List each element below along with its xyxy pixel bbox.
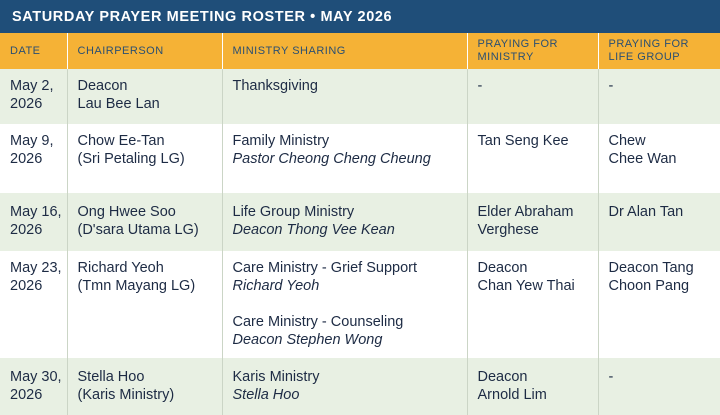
date-cell (0, 124, 67, 193)
chairperson-line: (D'sara Utama LG) (78, 221, 216, 239)
chairperson-cell (67, 358, 222, 415)
roster-table (0, 33, 720, 415)
praying-lg-cell (598, 251, 720, 358)
chairperson-cell (67, 69, 222, 124)
ministry-cell (222, 251, 467, 358)
praying-ministry-cell (467, 124, 598, 193)
speaker-name: Deacon Thong Vee Kean (233, 221, 461, 239)
ministry-cell (222, 124, 467, 193)
date-cell (0, 69, 67, 124)
chairperson-line: Stella Hoo (78, 368, 216, 386)
speaker-name: Richard Yeoh (233, 277, 461, 295)
praying-lg-line: Chee Wan (609, 150, 715, 168)
chairperson-line: (Sri Petaling LG) (78, 150, 216, 168)
praying-ministry-line: Chan Yew Thai (478, 277, 592, 295)
praying-ministry-line: Verghese (478, 221, 592, 239)
header-ministry-sharing: MINISTRY SHARING (222, 33, 467, 69)
date-line: 2026 (10, 386, 61, 404)
date-line: May 30, (10, 368, 61, 386)
date-line: 2026 (10, 221, 61, 239)
chairperson-line: Deacon (78, 77, 216, 95)
ministry-name: Family Ministry (233, 132, 461, 150)
speaker-name: Pastor Cheong Cheng Cheung (233, 150, 461, 168)
date-line: May 23, (10, 259, 61, 277)
date-cell (0, 358, 67, 415)
praying-ministry-cell (467, 69, 598, 124)
date-line: 2026 (10, 277, 61, 295)
praying-lg-line: Choon Pang (609, 277, 715, 295)
header-date: DATE (0, 33, 67, 69)
ministry-name: Care Ministry - Counseling (233, 313, 461, 331)
date-line: May 9, (10, 132, 61, 150)
praying-ministry-line: Deacon (478, 259, 592, 277)
table-row (0, 124, 720, 193)
chairperson-line: Richard Yeoh (78, 259, 216, 277)
chairperson-line: (Tmn Mayang LG) (78, 277, 216, 295)
praying-ministry-line: Tan Seng Kee (478, 132, 592, 150)
chairperson-cell (67, 193, 222, 251)
ministry-name: Karis Ministry (233, 368, 461, 386)
header-line: LIFE GROUP (609, 51, 720, 64)
praying-ministry-cell (467, 251, 598, 358)
spacer (233, 295, 461, 313)
ministry-cell (222, 193, 467, 251)
table-row (0, 193, 720, 251)
chairperson-cell (67, 124, 222, 193)
praying-lg-line: Deacon Tang (609, 259, 715, 277)
praying-ministry-cell (467, 193, 598, 251)
chairperson-line: Ong Hwee Soo (78, 203, 216, 221)
table-row (0, 251, 720, 358)
praying-ministry-line: - (478, 77, 592, 95)
praying-ministry-cell (467, 358, 598, 415)
date-line: May 16, (10, 203, 61, 221)
speaker-name: Stella Hoo (233, 386, 461, 404)
header-praying-for-life-group (598, 33, 720, 69)
table-row (0, 358, 720, 415)
praying-ministry-line: Arnold Lim (478, 386, 592, 404)
praying-lg-line: Chew (609, 132, 715, 150)
praying-lg-cell (598, 358, 720, 415)
header-line: MINISTRY (478, 51, 598, 64)
ministry-name: Life Group Ministry (233, 203, 461, 221)
speaker-name: Deacon Stephen Wong (233, 331, 461, 349)
ministry-name: Thanksgiving (233, 77, 461, 95)
chairperson-cell (67, 251, 222, 358)
praying-lg-cell (598, 193, 720, 251)
praying-lg-cell (598, 69, 720, 124)
date-cell (0, 193, 67, 251)
date-cell (0, 251, 67, 358)
date-line: May 2, (10, 77, 61, 95)
praying-lg-cell (598, 124, 720, 193)
header-row (0, 33, 720, 69)
header-line: PRAYING FOR (609, 38, 720, 51)
roster-title: SATURDAY PRAYER MEETING ROSTER • MAY 2026 (0, 0, 720, 33)
praying-ministry-line: Elder Abraham (478, 203, 592, 221)
ministry-cell (222, 69, 467, 124)
praying-lg-line: - (609, 368, 715, 386)
chairperson-line: Chow Ee-Tan (78, 132, 216, 150)
header-praying-for-ministry (467, 33, 598, 69)
date-line: 2026 (10, 95, 61, 113)
praying-lg-line: - (609, 77, 715, 95)
praying-ministry-line: Deacon (478, 368, 592, 386)
praying-lg-line: Dr Alan Tan (609, 203, 715, 221)
chairperson-line: (Karis Ministry) (78, 386, 216, 404)
chairperson-line: Lau Bee Lan (78, 95, 216, 113)
ministry-cell (222, 358, 467, 415)
date-line: 2026 (10, 150, 61, 168)
header-chairperson: CHAIRPERSON (67, 33, 222, 69)
table-row (0, 69, 720, 124)
header-line: PRAYING FOR (478, 38, 598, 51)
ministry-name: Care Ministry - Grief Support (233, 259, 461, 277)
